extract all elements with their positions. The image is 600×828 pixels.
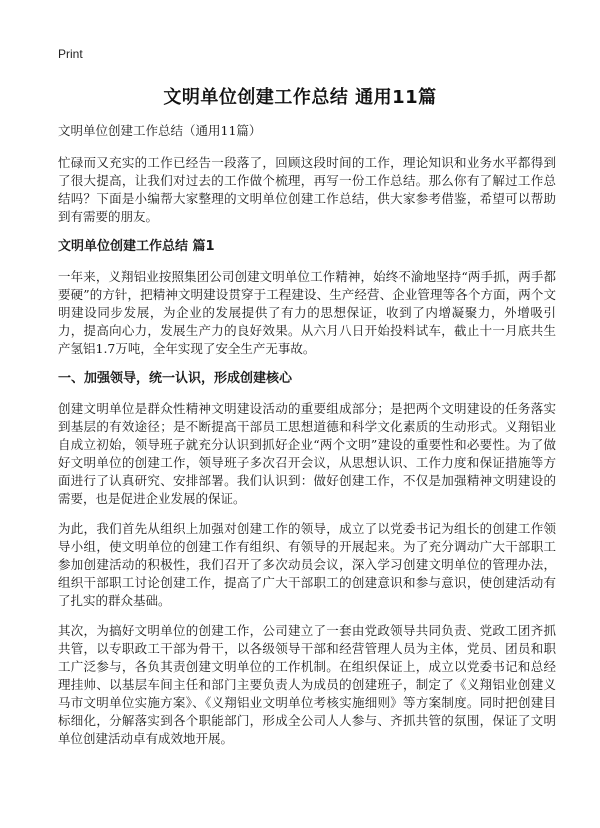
section-heading: 文明单位创建工作总结 篇1 — [58, 239, 215, 254]
document-subtitle: 文明单位创建工作总结（通用11篇） — [58, 123, 262, 138]
print-label[interactable]: Print — [58, 47, 83, 61]
subsection-heading: 一、加强领导，统一认识，形成创建核心 — [58, 371, 293, 386]
intro-paragraph: 忙碌而又充实的工作已经告一段落了，回顾这段时间的工作，理论知识和业务水平都得到了很大提高，让我们对过去的工作做个梳理，再写一份工作总结。那么你有了解过工作总结吗？下面是小编帮大家整理的文明单位创建工作总结，供大家参考借鉴，希望可以帮助到有需要的朋友。 — [58, 155, 556, 224]
document-title: 文明单位创建工作总结 通用11篇 — [163, 87, 437, 108]
document-body — [58, 122, 556, 760]
subsection-paragraph: 为此，我们首先从组织上加强对创建工作的领导，成立了以党委书记为组长的创建工作领导小组，使文明单位的创建工作有组织、有领导的开展起来。为了充分调动广大干部职工参加创建活动的积极性，我们召开了多次动员会议，深入学习创建文明单位的管理办法，组织干部职工讨论创建工作，提高了广大干部职工的创建意识和参与意识，使创建活动有了扎实的群众基础。 — [58, 521, 556, 608]
subsection-paragraph: 其次，为搞好文明单位的创建工作，公司建立了一套由党政领导共同负责、党政工团齐抓共管，以专职政工干部为骨干，以各级领导干部和经营管理人员为主体，党员、团员和职工广泛参与，各负其责创建文明单位的工作机制。在组织保证上，成立以党委书记和总经理挂帅、以基层车间主任和部门主要负责人为成员的创建班子，制定了《义翔铝业创建义马市文明单位实施方案》、《义翔铝业文明单位考核实施细则》等方案制度。同时把创建目标细化，分解落实到各个职能部门，形成全公司人人参与、齐抓共管的氛围，保证了文明单位创建活动卓有成效地开展。 — [58, 623, 556, 746]
section-paragraph: 一年来，义翔铝业按照集团公司创建文明单位工作精神，始终不渝地坚持“两手抓，两手都要硬”的方针，把精神文明建设贯穿于工程建设、生产经营、企业管理等各个方面，两个文明建设同步发展，为企业的发展提供了有力的思想保证，收到了内增凝聚力，外增吸引力，提高向心力，发展生产力的良好效果。从六月八日开始投料试车，截止十一月底共生产氢铝1.7万吨，全年实现了安全生产无事故。 — [58, 269, 556, 356]
subsection-paragraph: 创建文明单位是群众性精神文明建设活动的重要组成部分；是把两个文明建设的任务落实到基层的有效途径；是不断提高干部员工思想道德和科学文化素质的生动形式。义翔铝业自成立初始，领导班子就充分认识到抓好企业“两个文明”建设的重要性和必要性。为了做好文明单位的创建工作，领导班子多次召开会议，从思想认识、工作力度和保证措施等方面进行了认真研究、安排部署。我们认识到：做好创建工作，不仅是加强精神文明建设的需要，也是促进企业发展的保证。 — [58, 401, 556, 506]
